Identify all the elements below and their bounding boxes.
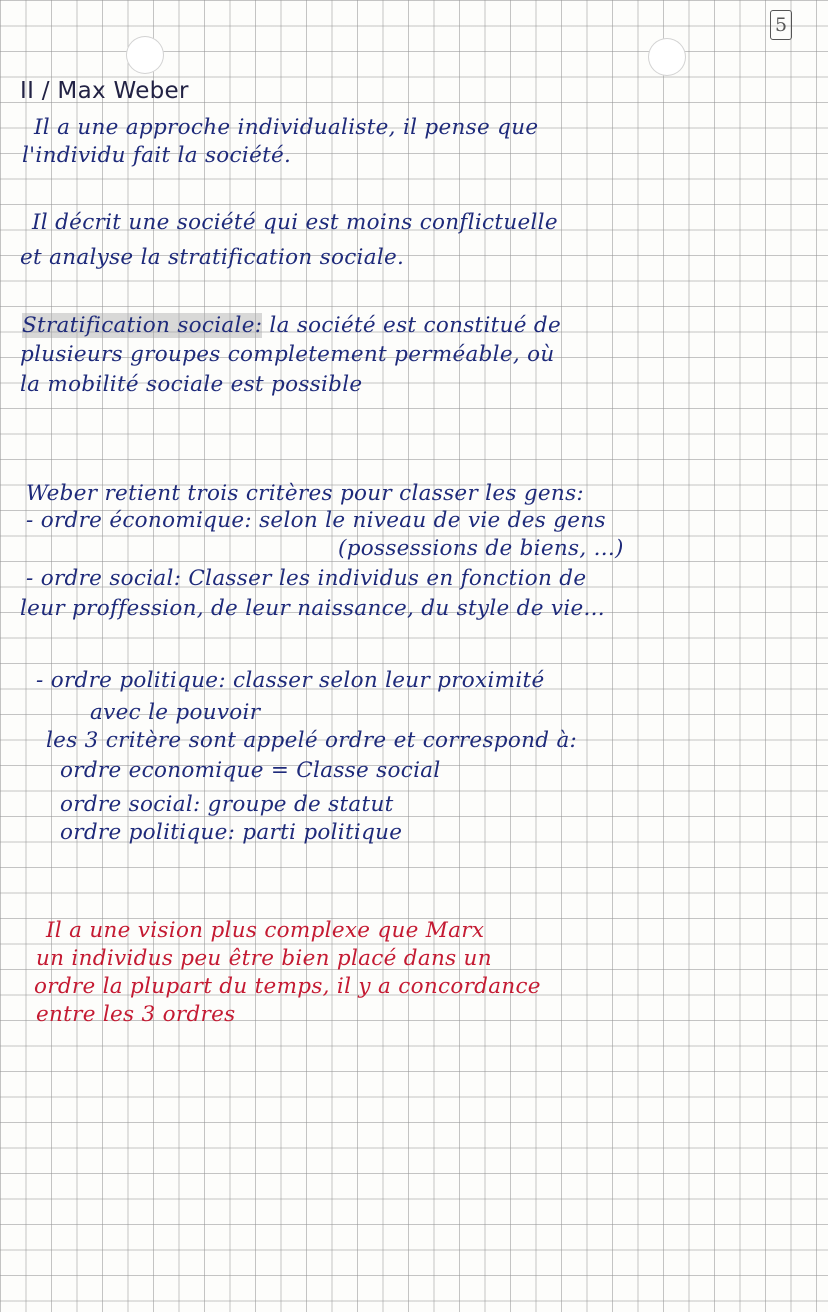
definition-line-3: la mobilité sociale est possible — [20, 372, 363, 397]
page-number: 5 — [770, 10, 792, 40]
criteria-summary: les 3 critère sont appelé ordre et correspond à: — [46, 728, 578, 753]
summary-economic: ordre economique = Classe social — [60, 758, 441, 783]
conclusion-line-1: Il a une vision plus complexe que Marx — [46, 918, 485, 943]
definition-line-2: plusieurs groupes completement perméable, où — [20, 342, 555, 367]
definition-text: la société est constitué de — [262, 313, 562, 338]
punch-hole-right — [648, 38, 686, 76]
summary-political: ordre politique: parti politique — [60, 820, 403, 845]
conclusion-line-4: entre les 3 ordres — [36, 1002, 236, 1027]
definition-line-1 — [22, 313, 561, 339]
conclusion-line-3: ordre la plupart du temps, il y a concordance — [34, 974, 541, 999]
section-heading: II / Max Weber — [20, 78, 189, 104]
paragraph-1-line-1: Il a une approche individualiste, il pense que — [34, 115, 539, 140]
criteria-social-detail: leur proffession, de leur naissance, du style de vie... — [20, 596, 605, 621]
conclusion-line-2: un individus peu être bien placé dans un — [36, 946, 492, 971]
criteria-intro: Weber retient trois critères pour classer les gens: — [26, 481, 584, 506]
criteria-political-detail: avec le pouvoir — [90, 700, 261, 725]
punch-hole-left — [126, 36, 164, 74]
criteria-social: - ordre social: Classer les individus en fonction de — [26, 566, 587, 591]
paragraph-2-line-1: Il décrit une société qui est moins conflictuelle — [32, 210, 558, 235]
criteria-economic: - ordre économique: selon le niveau de vie des gens — [26, 508, 606, 533]
paragraph-2-line-2: et analyse la stratification sociale. — [20, 245, 405, 270]
summary-social: ordre social: groupe de statut — [60, 792, 394, 817]
definition-term: Stratification sociale: — [22, 313, 263, 338]
criteria-political: - ordre politique: classer selon leur proximité — [36, 668, 545, 693]
paragraph-1-line-2: l'individu fait la société. — [22, 143, 292, 168]
criteria-economic-detail: (possessions de biens, ...) — [338, 536, 624, 561]
